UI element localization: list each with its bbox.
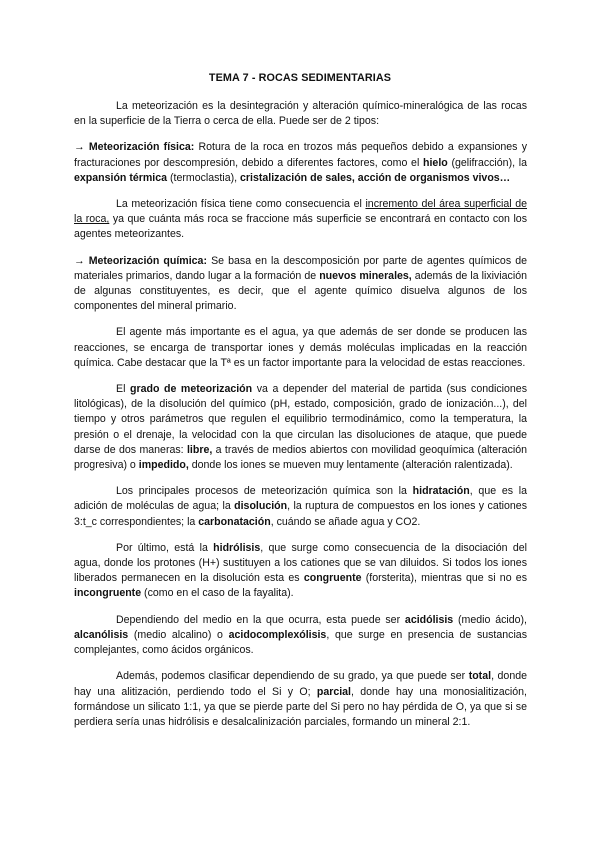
- paragraph-grado: El grado de meteorización va a depender del material de partida (sus condiciones litológicas), de la disolución del químico (pH, estado, composición, grado de ionización...), del tiempo y otros parámetros que regulen el equilibrio termodinámico, como la temperatura, la presión o el drenaje, la velocidad con la que circulan las disoluciones de ataque, que puede darse de dos maneras: libre, a través de medios abiertos con movilidad geoquímica (alteración progresiva) o impedido, donde los iones se mueven muy lentamente (alteración ralentizada).: [74, 383, 527, 472]
- arrow-icon: →: [74, 254, 89, 267]
- heading-meteorizacion-quimica: Meteorización química:: [88, 254, 207, 267]
- document-body: [74, 99, 527, 730]
- paragraph-meteorizacion-fisica: → Meteorización física: Rotura de la roca en trozos más pequeños debido a expansiones y fracturaciones por descompresión, debido a diferentes factores, como el hielo (gelifracción), la expansión térmica (termoclastia), cristalización de sales, acción de organismos vivos…: [74, 141, 527, 184]
- paragraph-consecuencia: La meteorización física tiene como consecuencia el incremento del área superficial de la roca, ya que cuánta más roca se fraccione más superficie se encontrará en contacto con los agentes meteorizantes.: [74, 198, 528, 241]
- paragraph-clasificacion: Además, podemos clasificar dependiendo de su grado, ya que puede ser total, donde hay una alitización, perdiendo todo el Si y O; parcial, donde hay una monosialitización, formándose un silicato 1:1, ya que se pierde parte del Si pero no hay pérdida de O, ya que si se perdiera sería unas hidrólisis e desalcalinización parciales, formando un mineral 2:1.: [74, 670, 527, 728]
- paragraph-agua: El agente más importante es el agua, ya que además de ser donde se producen las reacciones, se encarga de transportar iones y demás moléculas implicadas en la reacción química. Cabe destacar que la Tª es un factor importante para la velocidad de estas reacciones.: [74, 326, 527, 369]
- paragraph-procesos: Los principales procesos de meteorización química son la hidratación, que es la adición de moléculas de agua; la disolución, la ruptura de compuestos en los iones y cationes 3:t_c correspondientes; la carbonatación, cuándo se añade agua y CO2.: [74, 485, 527, 528]
- arrow-icon: →: [74, 141, 89, 154]
- paragraph-hidrolisis: Por último, está la hidrólisis, que surge como consecuencia de la disociación del agua, donde los protones (H+) sustituyen a los cationes que se van diluidos. Si todos los iones liberados permanecen en la disolución esta es congruente (forsterita), mientras que si no es incongruente (como en el caso de la fayalita).: [74, 541, 528, 600]
- page-title: TEMA 7 - ROCAS SEDIMENTARIAS: [208, 72, 392, 84]
- paragraph-medio: Dependiendo del medio en la que ocurra, esta puede ser acidólisis (medio ácido), alcanólisis (medio alcalino) o acidocomplexólisis, que surge en presencia de sustancias complejantes, como ácidos orgánicos.: [74, 613, 527, 657]
- underlined-phrase: incremento del área superficial de la roca,: [74, 198, 528, 226]
- paragraph-meteorizacion-quimica: → Meteorización química: Se basa en la descomposición por parte de agentes químicos de materiales primarios, dando lugar a la formación de nuevos minerales, además de la lixiviación de algunas constituyentes, es decir, que el agente químico disuelva algunos de los componentes del mineral primario.: [74, 254, 527, 313]
- heading-meteorizacion-fisica: Meteorización física:: [88, 141, 195, 154]
- paragraph-intro: La meteorización es la desintegración y alteración químico-mineralógica de las rocas en la superficie de la Tierra o cerca de ella. Puede ser de 2 tipos:: [74, 100, 527, 128]
